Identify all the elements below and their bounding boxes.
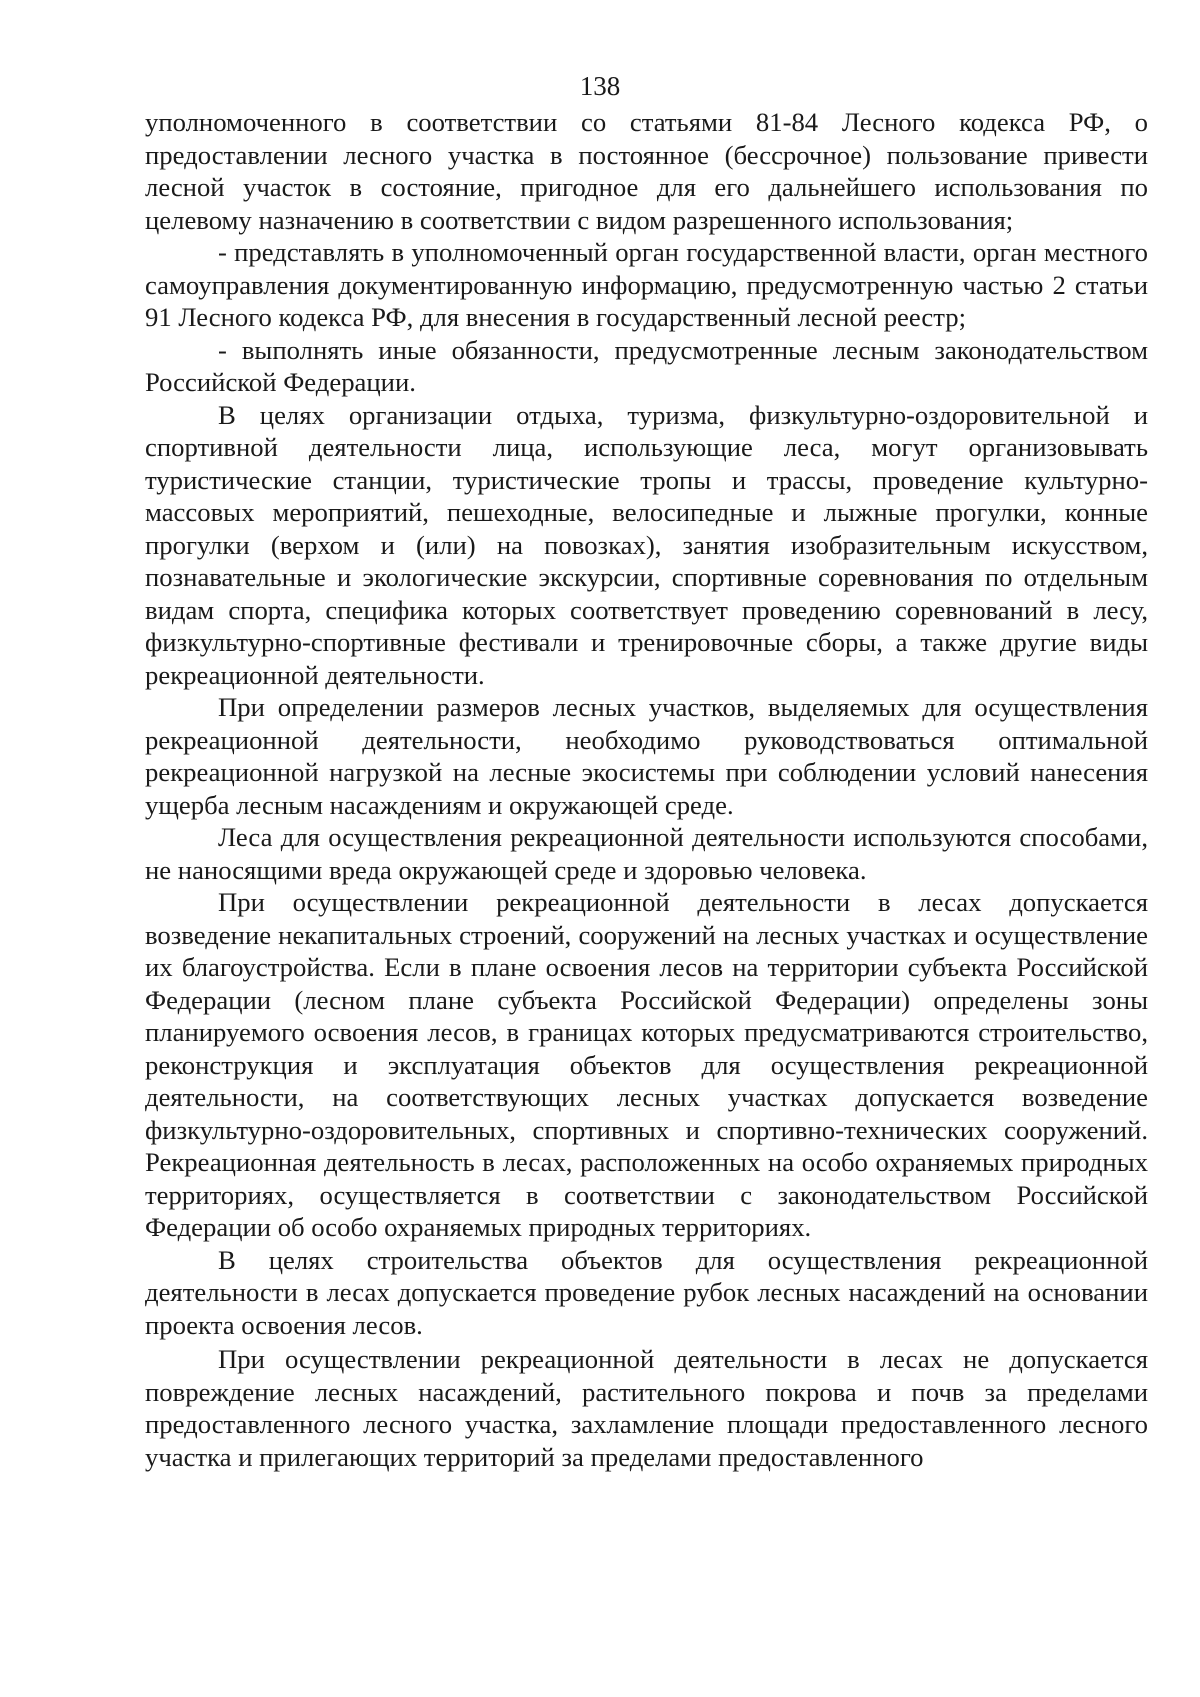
paragraph-usage-methods: Леса для осуществления рекреационной деятельности используются способами, не наносящими вреда окружающей среде и здоровью человека. [145,822,1148,885]
page-number: 138 [579,71,621,101]
paragraph-temporary-structures: При осуществлении рекреационной деятельности в лесах допускается возведение некапитальных строений, сооружений на лесных участках и осуществление их благоустройства. Если в плане освоения лесов на территории субъекта Российской Федерации (лесном плане субъекта Российской Федерации) определены зоны планируемого освоения лесов, в границах которых предусматриваются строительство, реконструкция и эксплуатация объектов для осуществления рекреационной деятельности, на соответствующих лесных участках допускается возведение физкультурно-оздоровительных, спортивных и спортивно-технических сооружений. Рекреационная деятельность в лесах, расположенных на особо охраняемых природных территориях, осуществляется в соответствии с законодательством Российской Федерации об особо охраняемых природных территориях. [145,887,1148,1242]
paragraph-felling: В целях строительства объектов для осуществления рекреационной деятельности в лесах допускается проведение рубок лесных насаждений на основании проекта освоения лесов. [145,1244,1148,1340]
paragraph-list-item-other-duties: - выполнять иные обязанности, предусмотренные лесным законодательством Российской Федерации. [145,334,1148,397]
paragraph-list-item-registry: - представлять в уполномоченный орган государственной власти, орган местного самоуправления документированную информацию, предусмотренную частью 2 статьи 91 Лесного кодекса РФ, для внесения в государственный лесной реестр; [145,237,1148,332]
paragraph-prohibitions: При осуществлении рекреационной деятельности в лесах не допускается повреждение лесных насаждений, растительного покрова и почв за пределами предоставленного лесного участка, захламление площади предоставленного лесного участка и прилегающих территорий за пределами предоставленного [145,1344,1148,1472]
paragraph-continuation: уполномоченного в соответствии со статьями 81-84 Лесного кодекса РФ, о предоставлении лесного участка в постоянное (бессрочное) пользование привести лесной участок в состояние, пригодное для его дальнейшего использования по целевому назначению в соответствии с видом разрешенного использования; [145,107,1148,235]
body-text [145,106,1148,1473]
paragraph-recreation-purposes: В целях организации отдыха, туризма, физкультурно-оздоровительной и спортивной деятельности лица, использующие леса, могут организовывать туристические станции, туристические тропы и трассы, проведение культурно-массовых мероприятий, пешеходные, велосипедные и лыжные прогулки, конные прогулки (верхом и (или) на повозках), занятия изобразительным искусством, познавательные и экологические экскурсии, спортивные соревнования по отдельным видам спорта, специфика которых соответствует проведению соревнований в лесу, физкультурно-спортивные фестивали и тренировочные сборы, а также другие виды рекреационной деятельности. [145,399,1148,690]
paragraph-plot-size: При определении размеров лесных участков, выделяемых для осуществления рекреационной деятельности, необходимо руководствоваться оптимальной рекреационной нагрузкой на лесные экосистемы при соблюдении условий нанесения ущерба лесным насаждениям и окружающей среде. [145,692,1148,820]
